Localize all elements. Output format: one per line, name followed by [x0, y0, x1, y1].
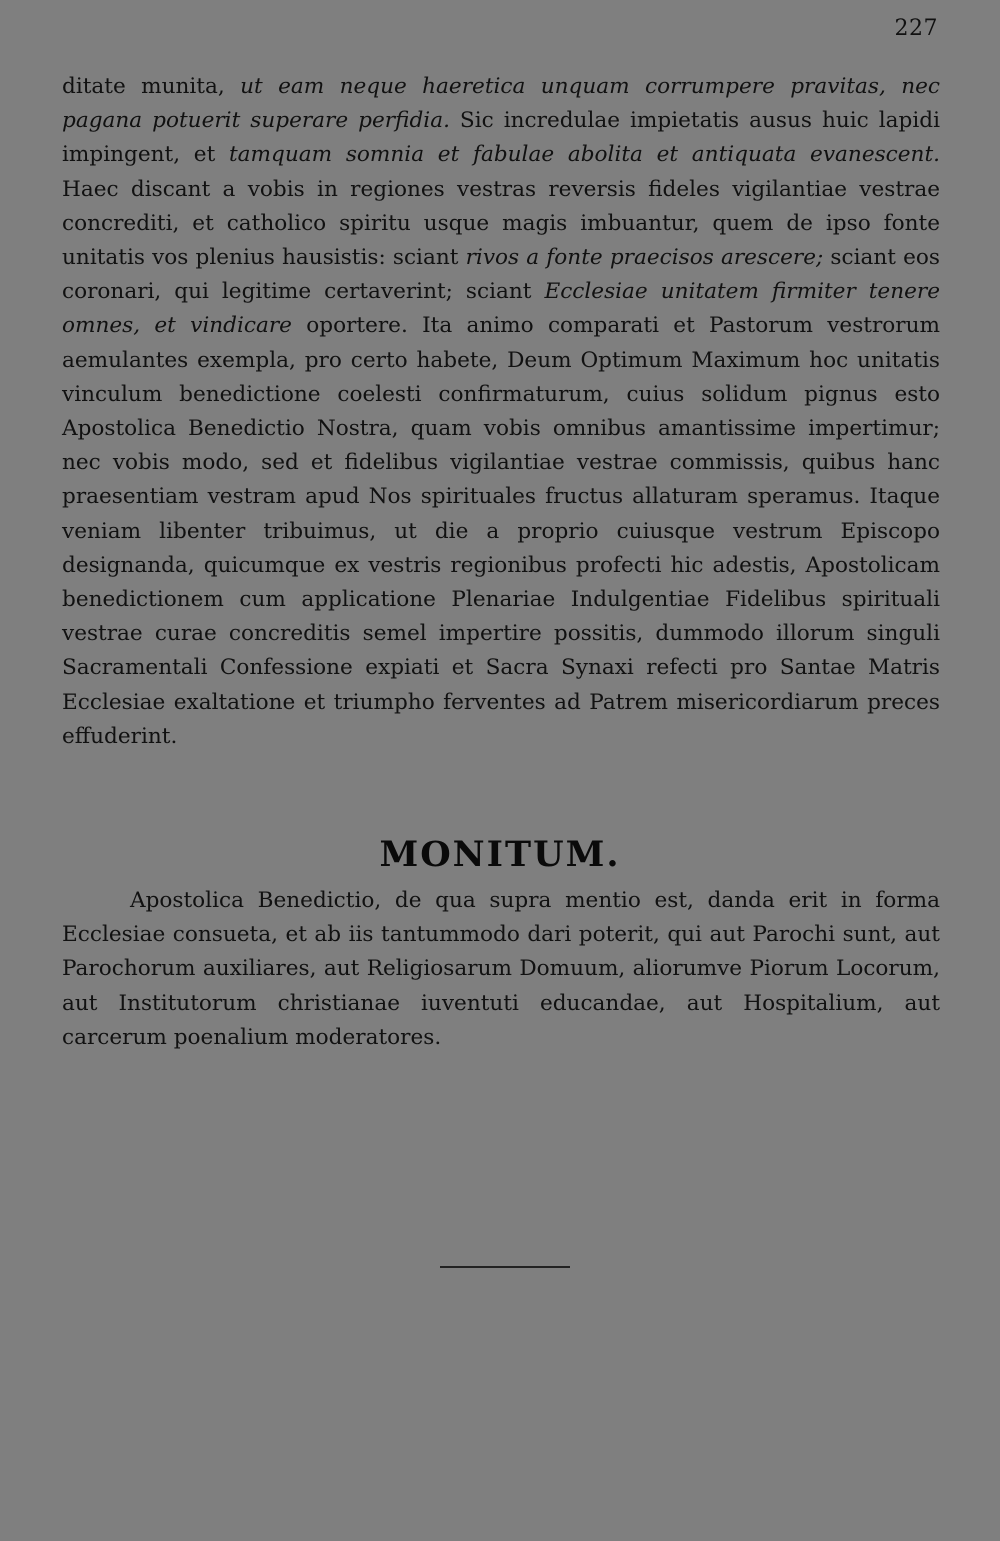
text-run: sciant eos coronari, qui legitime certaverint; sciant [62, 245, 940, 305]
separator-rule [440, 1266, 570, 1268]
italic-run: rivos a fonte praecisos arescere; [465, 245, 824, 271]
main-paragraph [62, 70, 940, 754]
text-run: ditate munita, [62, 74, 241, 99]
monitum-paragraph: Apostolica Benedictio, de qua supra mentio est, danda erit in forma Ecclesiae consueta, et ab iis tantummodo dari poterit, qui aut Parochi sunt, aut Parochorum auxiliares, aut Religiosarum Domuum, aliorumve Piorum Locorum, aut Institutorum christianae iuventuti educandae, aut Hospitalium, aut carcerum poenalium moderatores. [62, 888, 940, 1050]
monitum-heading: MONITUM. [379, 834, 621, 875]
italic-run: tamquam somnia et fabulae abolita et antiquata evanescent. [228, 142, 940, 168]
text-run: oportere. Ita animo comparati et Pastorum vestrorum aemulantes exempla, pro certo habete, Deum Optimum Maximum hoc unitatis vinculum benedictione coelesti confirmaturum, cuius solidum pignus esto Apostolica Benedictio Nostra, quam vobis omnibus amantissime impertimur; nec vobis modo, sed et fidelibus vigilantiae vestrae commissis, quibus hanc praesentiam vestram apud Nos spirituales fructus allaturam speramus. Itaque veniam libenter tribuimus, ut die a proprio cuiusque vestrum Episcopo designanda, quicumque ex vestris regionibus profecti hic adestis, Apostolicam benedictionem cum applicatione Plenariae Indulgentiae Fidelibus spirituali vestrae curae concreditis semel impertire possitis, dummodo illorum singuli Sacramentali Confessione expiati et Sacra Synaxi refecti pro Santae Matris Ecclesiae exaltatione et triumpho ferventes ad Patrem misericordiarum preces effuderint. [62, 313, 940, 749]
page-number: 227 [894, 16, 938, 41]
italic-run: ut eam neque haeretica unquam corrumpere pravitas, nec pagana potuerit superare perfidia. [62, 74, 941, 134]
text-run: Haec discant a vobis in regiones vestras reversis fideles vigilantiae vestrae concrediti, et catholico spiritu usque magis imbuantur, quem de ipso fonte unitatis vos plenius hausistis: sciant [62, 176, 940, 271]
text-run: Sic incredulae impietatis ausus huic lapidi impingent, et [62, 108, 940, 168]
main-text-block [62, 70, 940, 754]
italic-run: Ecclesiae unitatem firmiter tenere omnes, et vindicare [62, 279, 940, 339]
